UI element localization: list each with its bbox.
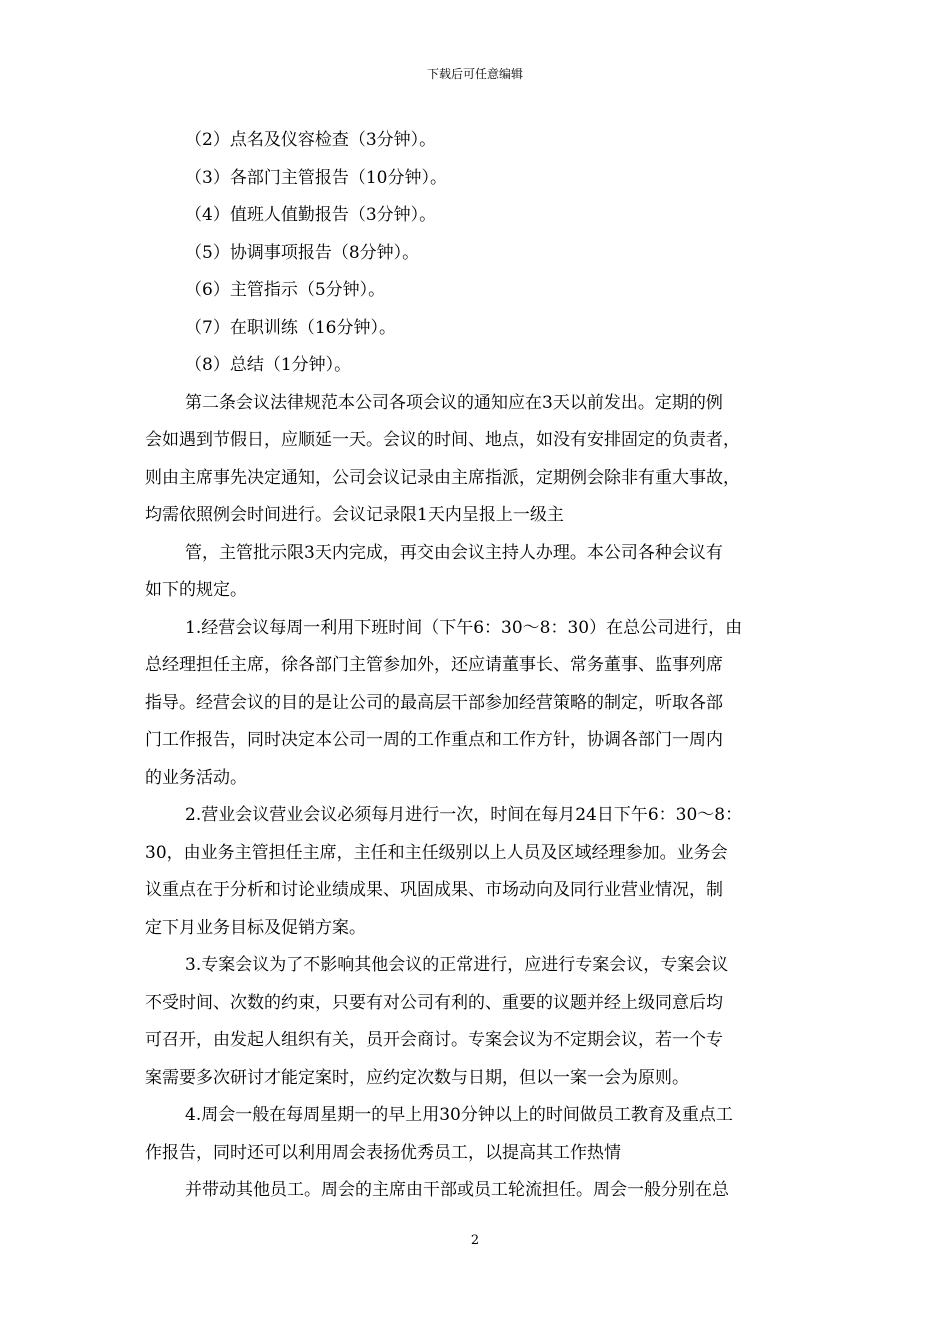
text-line: 可召开，由发起人组织有关，员开会商讨。专案会议为不定期会议，若一个专 — [145, 1030, 723, 1050]
text-line: 如下的规定。 — [145, 580, 247, 600]
text-line: 指导。经营会议的目的是让公司的最高层干部参加经营策略的制定，听取各部 — [145, 692, 723, 713]
text-line: 总经理担任主席，徐各部门主管参加外，还应请董事长、常务董事、监事列席 — [145, 655, 723, 675]
paragraph-project-meeting — [145, 947, 810, 1097]
paragraph-weekly-meeting-continued — [145, 1172, 810, 1210]
text-line: 并带动其他员工。周会的主席由干部或员工轮流担任。周会一般分别在总 — [185, 1180, 729, 1200]
agenda-item: （3）各部门主管报告（10分钟）。 — [185, 167, 447, 188]
text-line: 会如遇到节假日，应顺延一天。会议的时间、地点，如没有安排固定的负责者， — [145, 430, 740, 450]
text-line: 的业务活动。 — [145, 767, 247, 788]
paragraph-sales-meeting — [145, 797, 810, 947]
agenda-item: （6）主管指示（5分钟）。 — [185, 280, 386, 300]
paragraph-approval — [145, 535, 810, 610]
page-number: 2 — [470, 1233, 480, 1248]
document-body — [145, 122, 810, 1210]
agenda-item: （4）值班人值勤报告（3分钟）。 — [185, 205, 437, 225]
text-line: 议重点在于分析和讨论业绩成果、巩固成果、市场动向及同行业营业情况，制 — [145, 880, 723, 900]
text-line: 3.专案会议为了不影响其他会议的正常进行，应进行专案会议，专案会议 — [185, 955, 729, 975]
text-line: 第二条会议法律规范本公司各项会议的通知应在3天以前发出。定期的例 — [185, 392, 723, 413]
text-line: 1.经营会议每周一利用下班时间（下午6：30～8：30）在总公司进行，由 — [185, 617, 743, 638]
page-header: 下载后可任意编辑 — [426, 67, 523, 81]
paragraph-article-two — [145, 385, 810, 535]
text-line: 30，由业务主管担任主席，主任和主任级别以上人员及区域经理参加。业务会 — [145, 842, 728, 863]
text-line: 则由主席事先决定通知，公司会议记录由主席指派，定期例会除非有重大事故， — [145, 467, 740, 488]
text-line: 案需要多次研讨才能定案时，应约定次数与日期，但以一案一会为原则。 — [145, 1067, 689, 1088]
paragraph-business-meeting — [145, 610, 810, 798]
agenda-item: （2）点名及仪容检查（3分钟）。 — [185, 130, 437, 150]
text-line: 定下月业务目标及促销方案。 — [145, 917, 366, 938]
agenda-item: （8）总结（1分钟）。 — [185, 355, 352, 375]
text-line: 门工作报告，同时决定本公司一周的工作重点和工作方针，协调各部门一周内 — [145, 730, 723, 750]
text-line: 4.周会一般在每周星期一的早上用30分钟以上的时间做员工教育及重点工 — [185, 1105, 733, 1125]
text-line: 作报告，同时还可以利用周会表扬优秀员工，以提高其工作热情 — [145, 1142, 621, 1163]
text-line: 管，主管批示限3天内完成，再交由会议主持人办理。本公司各种会议有 — [185, 542, 723, 563]
text-line: 均需依照例会时间进行。会议记录限1天内呈报上一级主 — [145, 505, 564, 525]
agenda-item: （5）协调事项报告（8分钟）。 — [185, 242, 420, 263]
text-line: 2.营业会议营业会议必须每月进行一次，时间在每月24日下午6：30～8： — [185, 805, 743, 825]
text-line: 不受时间、次数的约束，只要有对公司有利的、重要的议题并经上级同意后均 — [145, 992, 723, 1013]
agenda-item: （7）在职训练（16分钟）。 — [185, 317, 396, 338]
paragraph-weekly-meeting — [145, 1097, 810, 1172]
